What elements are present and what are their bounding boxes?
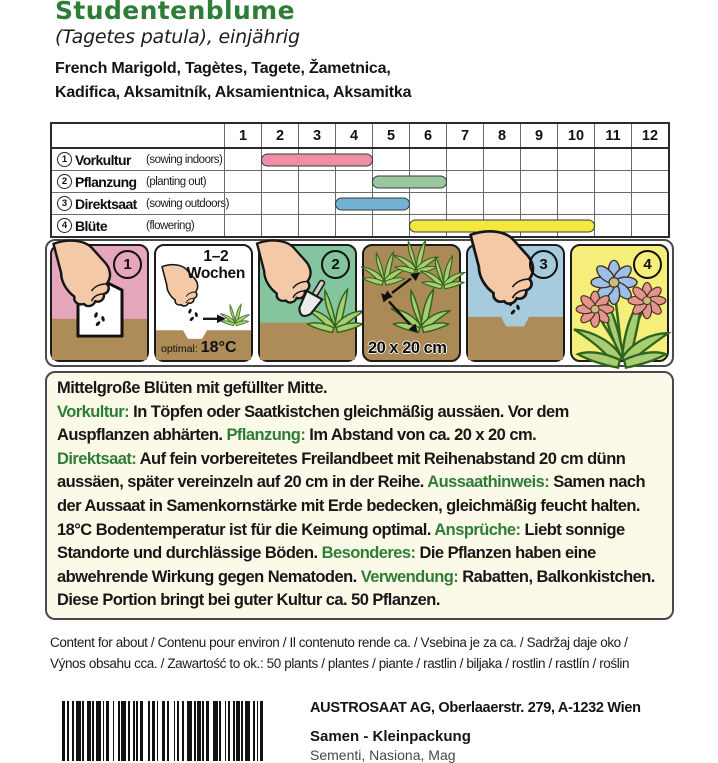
producer-address-block (310, 699, 641, 763)
calendar-period-bar (372, 175, 447, 188)
description-text: Auf fein vorbereitetes Freilandbeet mit Reihenabstand 20 cm dünn aussäen, später vereinzeln auf 20 cm in der Reihe. (57, 449, 626, 492)
contents-line-1: Content for about / Contenu pour environ / Il contenuto rende ca. / Vsebina je za ca. / Sadržaj daje oko / (50, 635, 628, 650)
duration-value: 1–2 (203, 248, 229, 265)
calendar-period-bar (409, 219, 595, 232)
alternative-names (55, 57, 411, 105)
contents-note (50, 633, 629, 674)
description-box (45, 371, 674, 620)
duration-unit: Wochen (186, 265, 245, 282)
calendar-cell (631, 171, 668, 192)
barcode (62, 701, 267, 761)
month-header-cell: 6 (409, 124, 446, 147)
description-text: Liebt sonnige Standorte und durchlässige Böden. (57, 520, 625, 563)
calendar-cell (372, 215, 409, 236)
calendar-cell (483, 193, 520, 214)
calendar-cell (224, 171, 261, 192)
calendar-cell (298, 193, 335, 214)
row-sublabel: (sowing indoors) (146, 153, 223, 166)
calendar-row-pflanzung (52, 170, 668, 192)
description-keyword: Pflanzung: (226, 426, 306, 445)
calendar-cell (557, 193, 594, 214)
alt-names-line-1: French Marigold, Tagètes, Tagete, Žametnica, (55, 60, 391, 77)
calendar-cell (261, 215, 298, 236)
calendar-cell (224, 215, 261, 236)
calendar-cell (631, 149, 668, 170)
step-badge: 1 (113, 250, 142, 279)
calendar-cell (298, 171, 335, 192)
calendar-cell (446, 149, 483, 170)
month-header-cell: 2 (261, 124, 298, 147)
step-badge: 4 (633, 250, 662, 279)
calendar-cell (409, 149, 446, 170)
calendar-header-spacer (52, 124, 224, 147)
month-header-cell: 9 (520, 124, 557, 147)
row-label: Direktsaat (75, 195, 137, 212)
calendar-row-direktsaat (52, 192, 668, 214)
calendar-cell (261, 171, 298, 192)
optimal-temperature (161, 339, 237, 357)
calendar-cell (409, 193, 446, 214)
row-number-badge: 2 (57, 174, 72, 189)
row-label: Vorkultur (75, 151, 131, 168)
calendar-row-label (52, 171, 224, 192)
calendar-cell (446, 171, 483, 192)
calendar-cell (594, 171, 631, 192)
company-address: AUSTROSAAT AG, Oberlaaerstr. 279, A-1232 Wien (310, 700, 641, 716)
pictogram-strip (45, 239, 674, 367)
calendar-row-blüte (52, 214, 668, 236)
calendar-cell (335, 171, 372, 192)
calendar-cell (261, 193, 298, 214)
description-keyword: Verwendung: (360, 567, 459, 586)
description-headline: Mittelgroße Blüten mit gefüllter Mitte. (57, 379, 328, 397)
pictogram-spacing (362, 244, 461, 362)
row-label: Pflanzung (75, 173, 137, 190)
calendar-cell (372, 149, 409, 170)
row-sublabel: (sowing outdoors) (146, 197, 229, 210)
description-text: Die Pflanzen haben eine abwehrende Wirkung gegen Nematoden. (57, 544, 596, 586)
row-sublabel: (flowering) (146, 219, 195, 232)
calendar-cell (594, 215, 631, 236)
description-keyword: Aussaathinweis: (427, 473, 550, 492)
pictogram-plant-out (258, 244, 357, 362)
calendar-row-label (52, 215, 224, 236)
contents-line-2: Výnos obsahu cca. / Zawartość to ok.: 50 plants / plantes / piante / rastlin / biljaka / rostlin / rastlín / roślin (50, 655, 630, 671)
description-keyword: Vorkultur: (57, 402, 130, 421)
description-text: Samen nach der Aussaat in Samenkornstärke mit Erde bedecken, gleichmäßig feucht halten. 18°C Bodentemperatur ist für die Keimung optimal. (57, 473, 645, 539)
calendar-period-bar (261, 153, 373, 166)
calendar-period-bar (335, 197, 410, 210)
calendar-cell (520, 149, 557, 170)
description-keyword: Besonderes: (321, 544, 416, 563)
botanical-name: (Tagetes patula), einjährig (55, 26, 300, 48)
month-header-cell: 3 (298, 124, 335, 147)
month-header-cell: 5 (372, 124, 409, 147)
description-paragraph (57, 401, 662, 448)
description-keyword: Ansprüche: (434, 520, 521, 539)
spacing-caption: 20 x 20 cm (368, 339, 447, 357)
calendar-row-vorkultur (52, 149, 668, 170)
temperature-value: 18°C (200, 339, 237, 356)
calendar-cell (557, 171, 594, 192)
row-sublabel: (planting out) (146, 175, 207, 188)
description-keyword: Direktsaat: (57, 449, 137, 468)
description-paragraph (57, 448, 662, 613)
month-header-cell: 7 (446, 124, 483, 147)
calendar-cell (224, 149, 261, 170)
calendar-cell (557, 149, 594, 170)
row-number-badge: 4 (57, 218, 72, 233)
page-title: Studentenblume (55, 0, 295, 25)
pictogram-sow-indoors (50, 244, 149, 362)
pictogram-sow-outdoors (466, 244, 565, 362)
calendar-cell (446, 193, 483, 214)
pack-type-translations: Sementi, Nasiona, Mag (310, 747, 456, 763)
calendar-cell (594, 149, 631, 170)
month-header-cell: 10 (557, 124, 594, 147)
calendar-cell (224, 193, 261, 214)
calendar-cell (298, 215, 335, 236)
step-badge: 3 (529, 250, 558, 279)
calendar-month-header (52, 124, 668, 149)
pack-type: Samen - Kleinpackung (310, 728, 471, 745)
month-header-cell: 4 (335, 124, 372, 147)
calendar-row-label (52, 193, 229, 214)
row-label: Blüte (75, 217, 108, 234)
month-header-cell: 1 (224, 124, 261, 147)
optimal-label: optimal: (161, 343, 198, 355)
month-header-cell: 11 (594, 124, 631, 147)
row-number-badge: 1 (57, 152, 72, 167)
pictogram-flowering (570, 244, 669, 362)
germination-duration (187, 248, 245, 282)
calendar-cell (631, 215, 668, 236)
description-text: Rabatten, Balkonkistchen. Diese Portion bringt bei guter Kultur ca. 50 Pflanzen. (57, 567, 655, 610)
barcode-space (263, 701, 266, 761)
pictogram-germination-time (154, 244, 253, 362)
description-text: In Töpfen oder Saatkistchen gleichmäßig aussäen. Vor dem Auspflanzen abhärten. (57, 402, 569, 445)
calendar-cell (335, 215, 372, 236)
calendar-cell (520, 193, 557, 214)
calendar-cell (520, 171, 557, 192)
calendar-cell (483, 149, 520, 170)
sowing-calendar (50, 122, 670, 238)
calendar-rows (52, 149, 668, 236)
calendar-cell (631, 193, 668, 214)
row-number-badge: 3 (57, 196, 72, 211)
description-text: Im Abstand von ca. 20 x 20 cm. (305, 426, 537, 445)
step-badge: 2 (321, 250, 350, 279)
calendar-row-label (52, 149, 224, 170)
month-header-cell: 8 (483, 124, 520, 147)
alt-names-line-2: Kadifica, Aksamitník, Aksamientnica, Aksamitka (55, 84, 412, 101)
calendar-cell (594, 193, 631, 214)
month-header-cell: 12 (631, 124, 668, 147)
calendar-cell (483, 171, 520, 192)
